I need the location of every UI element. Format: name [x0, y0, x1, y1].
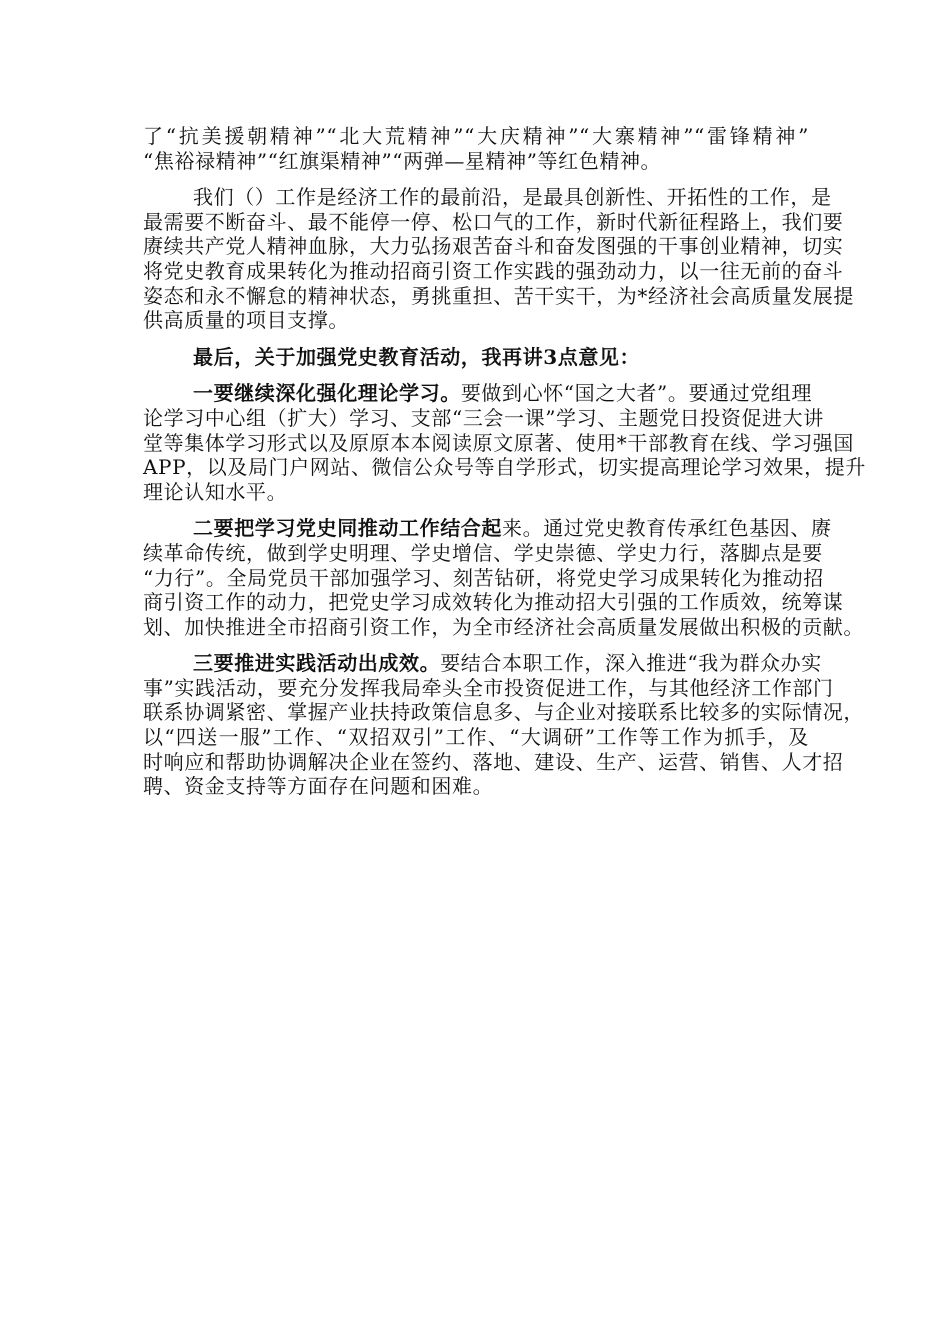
text-line: 供高质量的项目支撑。 — [143, 308, 349, 333]
text-line — [143, 516, 832, 541]
paragraph-opinions-intro — [143, 345, 809, 370]
point-heading: 一要继续深化强化理论学习。 — [193, 381, 461, 406]
text-line: APP，以及局门户网站、微信公众号等自学形式，切实提高理论学习效果，提升 — [143, 455, 866, 480]
text-line: 事”实践活动，要充分发挥我局牵头全市投资促进工作，与其他经济工作部门 — [143, 675, 834, 700]
point-heading: 二要把学习党史同推动工作结合起 — [193, 516, 502, 541]
paragraph-red-spirits — [143, 124, 809, 173]
text-line: 将党史教育成果转化为推动招商引资工作实践的强劲动力，以一往无前的奋斗 — [143, 258, 844, 283]
text-line: 聘、资金支持等方面存在问题和困难。 — [143, 774, 494, 799]
text-line — [143, 651, 822, 676]
text-line: 赓续共产党人精神血脉，大力弘扬艰苦奋斗和奋发图强的干事创业精神，切实 — [143, 234, 844, 259]
text-line: 姿态和永不懈怠的精神状态，勇挑重担、苦干实干，为*经济社会高质量发展提 — [143, 283, 854, 308]
text-line — [143, 381, 813, 406]
paragraph-point-three — [143, 651, 864, 799]
text-line: 了“抗美援朝精神”“北大荒精神”“大庆精神”“大寨精神”“雷锋精神” — [143, 124, 809, 148]
paragraph-point-two — [143, 516, 864, 639]
paragraph-point-one — [143, 381, 866, 504]
text-line: “焦裕禄精神”“红旗渠精神”“两弹—星精神”等红色精神。 — [143, 148, 662, 173]
text-line: 最需要不断奋斗、最不能停一停、松口气的工作，新时代新征程路上，我们要 — [143, 209, 844, 234]
text-line: 论学习中心组（扩大）学习、支部“三会一课”学习、主题党日投资促进大讲 — [143, 405, 824, 430]
point-heading: 三要推进实践活动出成效。 — [193, 651, 441, 676]
section-heading: 最后，关于加强党史教育活动，我再讲3点意见： — [193, 344, 641, 369]
point-text: 要结合本职工作，深入推进“我为群众办实 — [440, 651, 822, 676]
text-line: 商引资工作的动力，把党史学习成效转化为推动招大引强的工作质效，统筹谋 — [143, 590, 844, 615]
text-line: 续革命传统，做到学史明理、学史增信、学史崇德、学史力行，落脚点是要 — [143, 540, 823, 565]
text-line: 时响应和帮助协调解决企业在签约、落地、建设、生产、运营、销售、人才招 — [143, 749, 844, 774]
document-page — [143, 124, 866, 811]
text-line: 以“四送一服”工作、“双招双引”工作、“大调研”工作等工作为抓手，及 — [143, 725, 809, 750]
point-text: 来。通过党史教育传承红色基因、赓 — [502, 516, 832, 541]
text-line: 联系协调紧密、掌握产业扶持政策信息多、与企业对接联系比较多的实际情况， — [143, 700, 864, 725]
text-line: 我们（）工作是经济工作的最前沿，是最具创新性、开拓性的工作，是 — [193, 185, 832, 210]
paragraph-investment-work — [143, 185, 854, 333]
text-line: 划、加快推进全市招商引资工作，为全市经济社会高质量发展做出积极的贡献。 — [143, 614, 864, 639]
text-line: “力行”。全局党员干部加强学习、刻苦钻研，将党史学习成果转化为推动招 — [143, 565, 824, 590]
text-line: 理论认知水平。 — [143, 479, 288, 504]
text-line: 堂等集体学习形式以及原原本本阅读原文原著、使用*干部教育在线、学习强国 — [143, 430, 854, 455]
point-text: 要做到心怀“国之大者”。要通过党组理 — [460, 381, 813, 406]
